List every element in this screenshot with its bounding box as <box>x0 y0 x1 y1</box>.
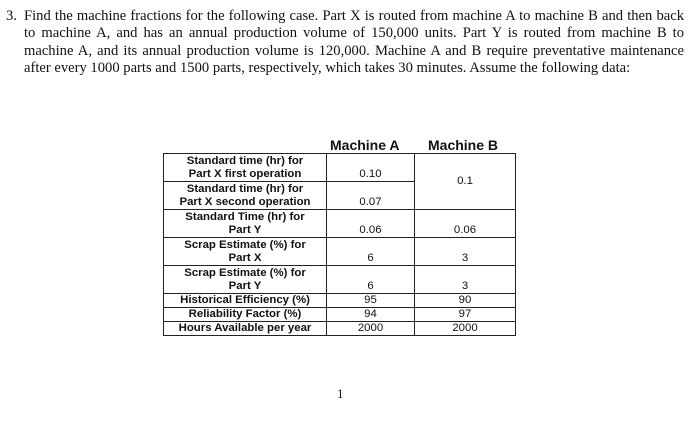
column-header-machine-b: Machine B <box>428 137 499 153</box>
machine-b-value: 97 <box>415 308 516 322</box>
machine-b-value: 3 <box>415 266 516 294</box>
row-label: Historical Efficiency (%) <box>164 294 327 308</box>
machine-a-value: 0.07 <box>327 182 415 210</box>
machine-b-value: 2000 <box>415 322 516 336</box>
machine-b-value: 0.1 <box>415 154 516 210</box>
table-row <box>164 294 516 308</box>
machine-a-value: 6 <box>327 266 415 294</box>
table-row <box>164 266 516 294</box>
table-row <box>164 154 516 182</box>
row-label: Standard Time (hr) for Part Y <box>164 210 327 238</box>
machine-a-value: 94 <box>327 308 415 322</box>
row-label: Hours Available per year <box>164 322 327 336</box>
machine-a-value: 0.06 <box>327 210 415 238</box>
page-number: 1 <box>337 386 344 401</box>
table-row <box>164 322 516 336</box>
problem-text: Find the machine fractions for the following case. Part X is routed from machine A to machine B and then back to machine A, and has an annual production volume of 150,000 units. Part Y is routed from machine B to machine A, and its annual production volume is 120,000. Machine A and B require preventative maintenance after every 1000 parts and 1500 parts, respectively, which takes 30 minutes. Assume the following data: <box>24 8 684 77</box>
machine-data-table <box>163 153 516 336</box>
machine-b-value: 90 <box>415 294 516 308</box>
column-header-machine-a: Machine A <box>330 137 400 153</box>
problem-number: 3. <box>6 8 17 24</box>
row-label: Standard time (hr) for Part X first operation <box>164 154 327 182</box>
machine-a-value: 95 <box>327 294 415 308</box>
row-label: Reliability Factor (%) <box>164 308 327 322</box>
table-row <box>164 210 516 238</box>
row-label: Standard time (hr) for Part X second operation <box>164 182 327 210</box>
machine-b-value: 3 <box>415 238 516 266</box>
table-row <box>164 308 516 322</box>
row-label: Scrap Estimate (%) for Part X <box>164 238 327 266</box>
machine-b-value: 0.06 <box>415 210 516 238</box>
problem-statement <box>6 8 684 78</box>
row-label: Scrap Estimate (%) for Part Y <box>164 266 327 294</box>
machine-a-value: 2000 <box>327 322 415 336</box>
machine-a-value: 0.10 <box>327 154 415 182</box>
machine-a-value: 6 <box>327 238 415 266</box>
table-row <box>164 238 516 266</box>
